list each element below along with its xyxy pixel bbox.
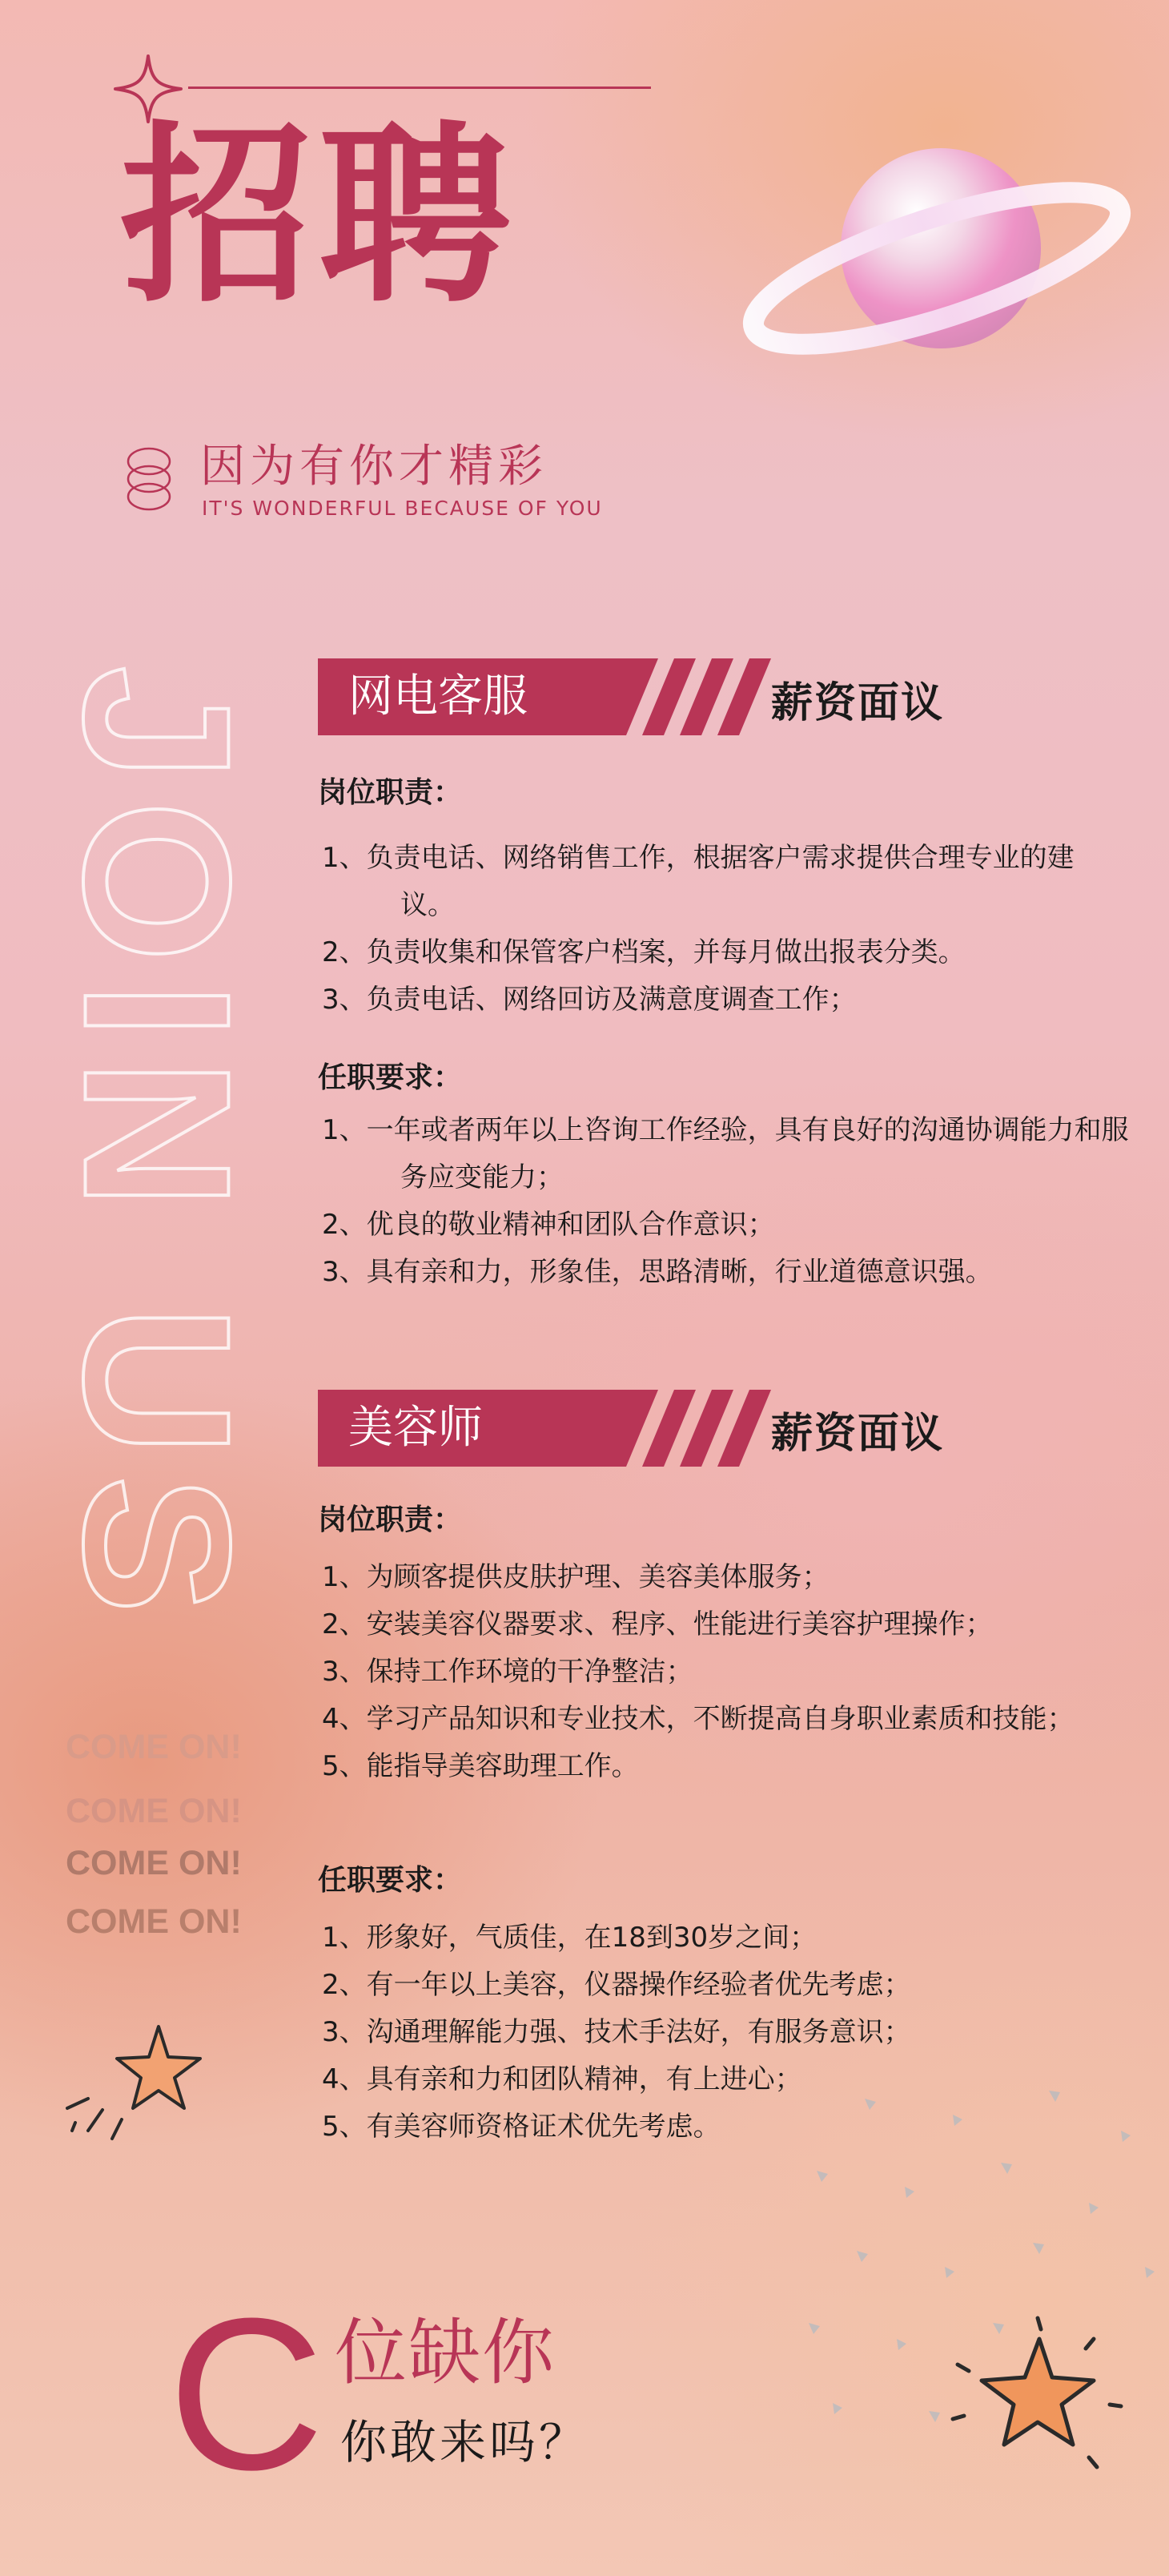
requirements-heading: 任职要求：	[318, 1061, 463, 1094]
planet-icon	[737, 128, 1137, 417]
list-item: 1、为顾客提供皮肤护理、美容美体服务；	[322, 1561, 830, 1593]
list-item: 2、有一年以上美容，仪器操作经验者优先考虑；	[322, 1969, 911, 2001]
list-item: 1、负责电话、网络销售工作，根据客户需求提供合理专业的建议。	[322, 842, 1075, 921]
slogan-en: IT'S WONDERFUL BECAUSE OF YOU	[202, 497, 603, 520]
list-item: 3、沟通理解能力强、技术手法好，有服务意识；	[322, 2016, 911, 2048]
requirements-list	[322, 1107, 1129, 1296]
list-item: 2、负责收集和保管客户档案，并每月做出报表分类。	[322, 936, 966, 968]
job-title: 网电客服	[348, 670, 528, 722]
duties-heading: 岗位职责：	[318, 1503, 463, 1536]
salary-label: 薪资面议	[771, 679, 945, 727]
list-item: 5、有美容师资格证术优先考虑。	[322, 2111, 721, 2143]
bottom-question: 你敢来吗？	[340, 2415, 589, 2469]
come-on-text: COME ON!	[66, 1844, 242, 1882]
list-item: 4、学习产品知识和专业技术，不断提高自身职业素质和技能；	[322, 1703, 1075, 1735]
list-item: 3、负责电话、网络回访及满意度调查工作；	[322, 984, 857, 1016]
come-on-text: COME ON!	[66, 1728, 242, 1766]
duties-list	[322, 835, 1123, 1024]
duties-list	[322, 1554, 1131, 1790]
bottom-headline: 位缺你	[335, 2311, 556, 2395]
salary-label: 薪资面议	[771, 1410, 945, 1458]
list-item: 2、安装美容仪器要求、程序、性能进行美容护理操作；	[322, 1608, 993, 1640]
page-title: 招聘	[120, 104, 518, 328]
come-on-text: COME ON!	[66, 1792, 242, 1830]
list-item: 1、一年或者两年以上咨询工作经验，具有良好的沟通协调能力和服务应变能力；	[322, 1114, 1129, 1193]
job-tag-customer-service	[318, 658, 790, 735]
list-item: 3、保持工作环境的干净整洁；	[322, 1656, 693, 1688]
requirements-heading: 任职要求：	[318, 1864, 463, 1897]
star-icon	[56, 2010, 216, 2171]
bottom-letter: C	[168, 2274, 324, 2515]
job-title: 美容师	[348, 1402, 483, 1454]
list-item: 2、优良的敬业精神和团队合作意识；	[322, 1209, 775, 1241]
list-item: 5、能指导美容助理工作。	[322, 1750, 639, 1782]
header-divider	[188, 87, 651, 89]
list-item: 1、形象好，气质佳，在18到30岁之间；	[322, 1922, 817, 1954]
list-item: 3、具有亲和力，形象佳，思路清晰，行业道德意识强。	[322, 1256, 993, 1288]
list-item: 4、具有亲和力和团队精神，有上进心；	[322, 2063, 802, 2095]
duties-heading: 岗位职责：	[318, 776, 463, 809]
job-tag-beautician	[318, 1390, 790, 1467]
slogan: 因为有你才精彩	[200, 441, 548, 493]
join-us-vertical: JOIN US	[40, 665, 273, 1634]
star-icon	[937, 2315, 1129, 2491]
come-on-text: COME ON!	[66, 1902, 242, 1941]
rings-icon	[120, 439, 178, 519]
